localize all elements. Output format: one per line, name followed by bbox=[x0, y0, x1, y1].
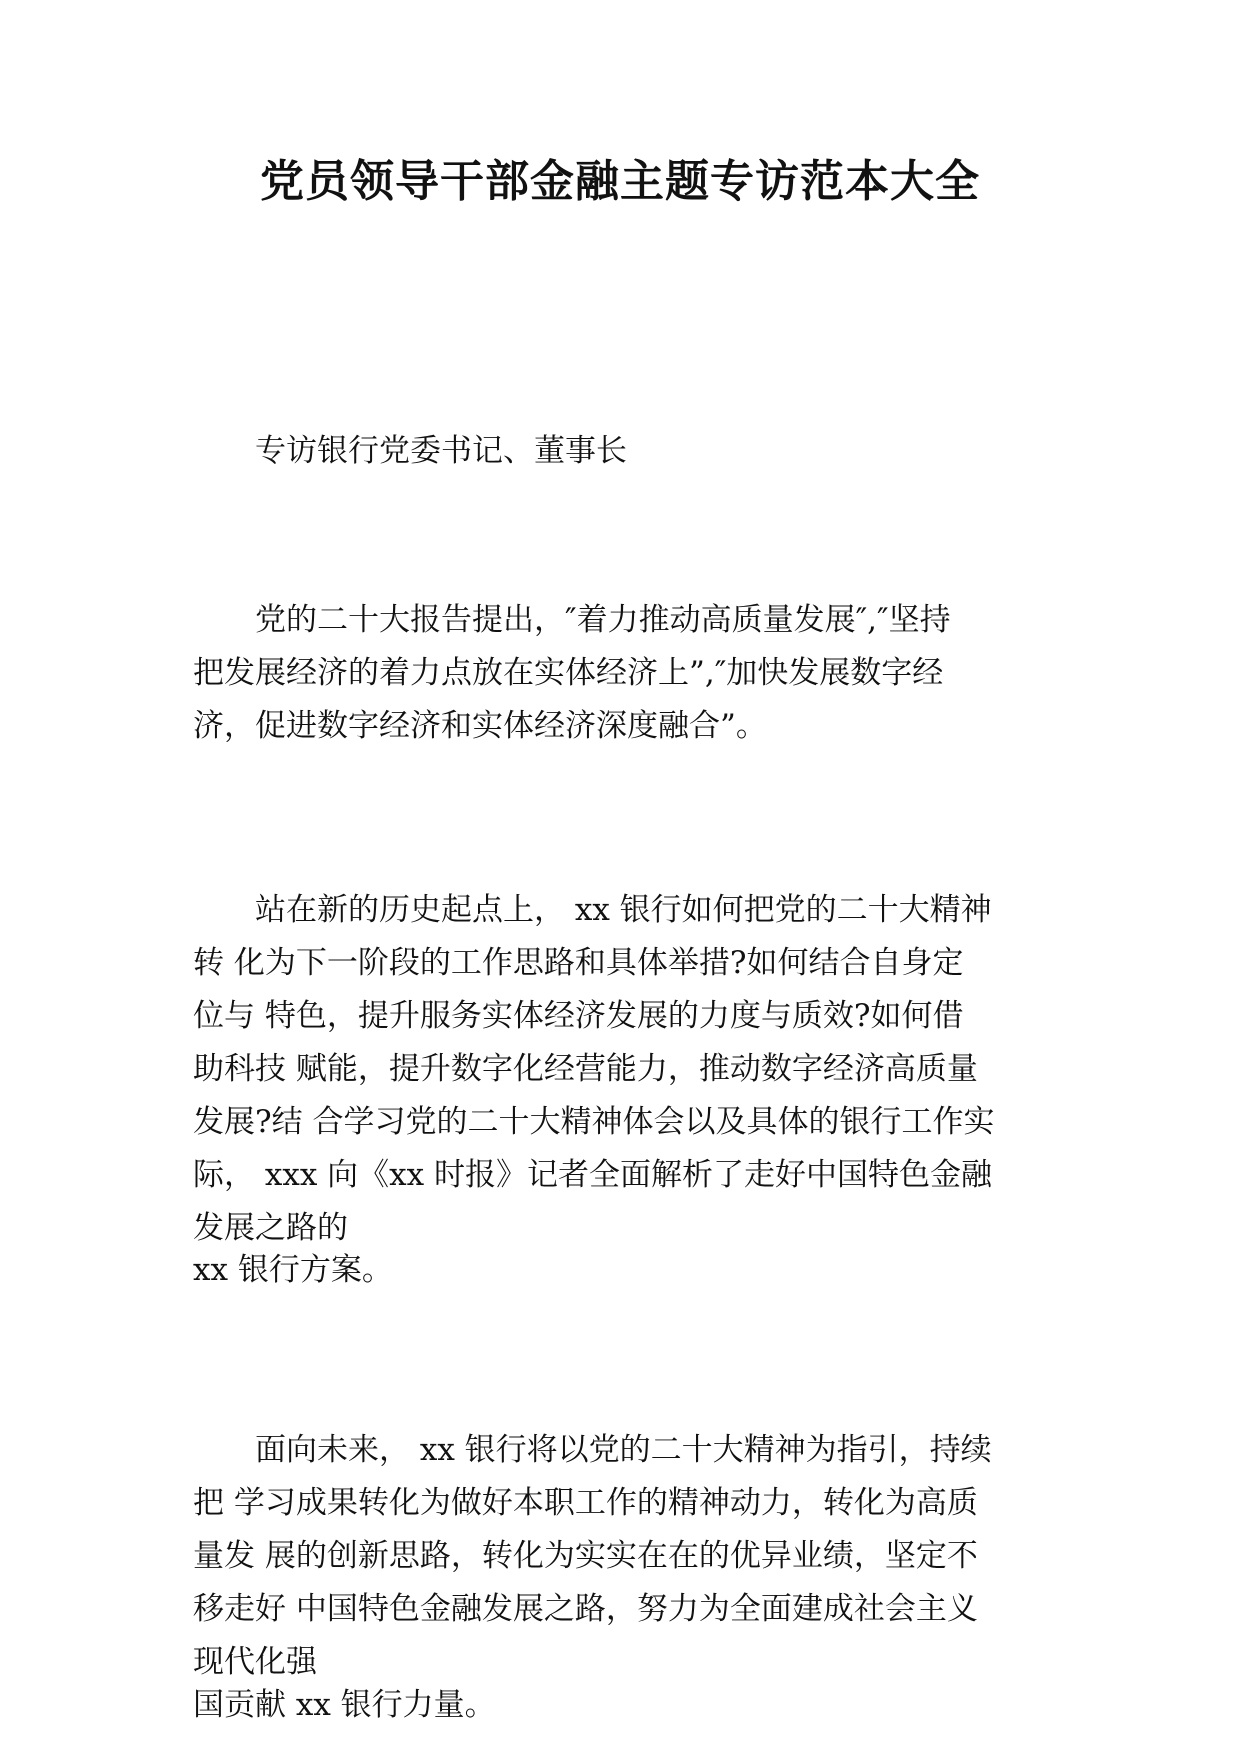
paragraph-line: 助科技 赋能，提升数字化经营能力，推动数字经济高质量 bbox=[193, 1051, 978, 1087]
paragraph-line: 转 化为下一阶段的工作思路和具体举措?如何结合自身定 bbox=[193, 945, 964, 981]
paragraph-3 bbox=[193, 1424, 1055, 1689]
paragraph-line: 党的二十大报告提出，″着力推动高质量发展″,″坚持 bbox=[193, 602, 951, 638]
paragraph-line: 把 学习成果转化为做好本职工作的精神动力，转化为高质 bbox=[193, 1485, 978, 1521]
paragraph-line: 移走好 中国特色金融发展之路，努力为全面建成社会主义 bbox=[193, 1591, 978, 1627]
interview-subtitle bbox=[193, 425, 1055, 478]
document-title: 党员领导干部金融主题专访范本大全 bbox=[260, 156, 980, 207]
paragraph-line: 发展?结 合学习党的二十大精神体会以及具体的银行工作实 bbox=[193, 1104, 995, 1140]
paragraph-line: 国贡献 xx 银行力量。 bbox=[193, 1687, 496, 1723]
paragraph-line: 把发展经济的着力点放在实体经济上”,″加快发展数字经 bbox=[193, 655, 944, 691]
paragraph-line: 面向未来， xx 银行将以党的二十大精神为指引，持续 bbox=[193, 1432, 992, 1468]
subtitle-line: 专访银行党委书记、董事长 bbox=[193, 433, 627, 469]
paragraph-line: 发展之路的 bbox=[193, 1210, 348, 1246]
paragraph-line: 站在新的历史起点上， xx 银行如何把党的二十大精神 bbox=[193, 892, 992, 928]
paragraph-line: 济，促进数字经济和实体经济深度融合”。 bbox=[193, 708, 767, 744]
paragraph-line: 现代化强 bbox=[193, 1644, 317, 1680]
paragraph-2 bbox=[193, 884, 1055, 1255]
paragraph-line: 量发 展的创新思路，转化为实实在在的优异业绩，坚定不 bbox=[193, 1538, 978, 1574]
paragraph-line: 位与 特色，提升服务实体经济发展的力度与质效?如何借 bbox=[193, 998, 964, 1034]
paragraph-line: 际， xxx 向《xx 时报》记者全面解析了走好中国特色金融 bbox=[193, 1157, 992, 1193]
paragraph-3-continuation bbox=[193, 1679, 1055, 1732]
paragraph-2-continuation bbox=[193, 1244, 1055, 1297]
paragraph-1 bbox=[193, 594, 1055, 753]
paragraph-line: xx 银行方案。 bbox=[193, 1252, 393, 1288]
